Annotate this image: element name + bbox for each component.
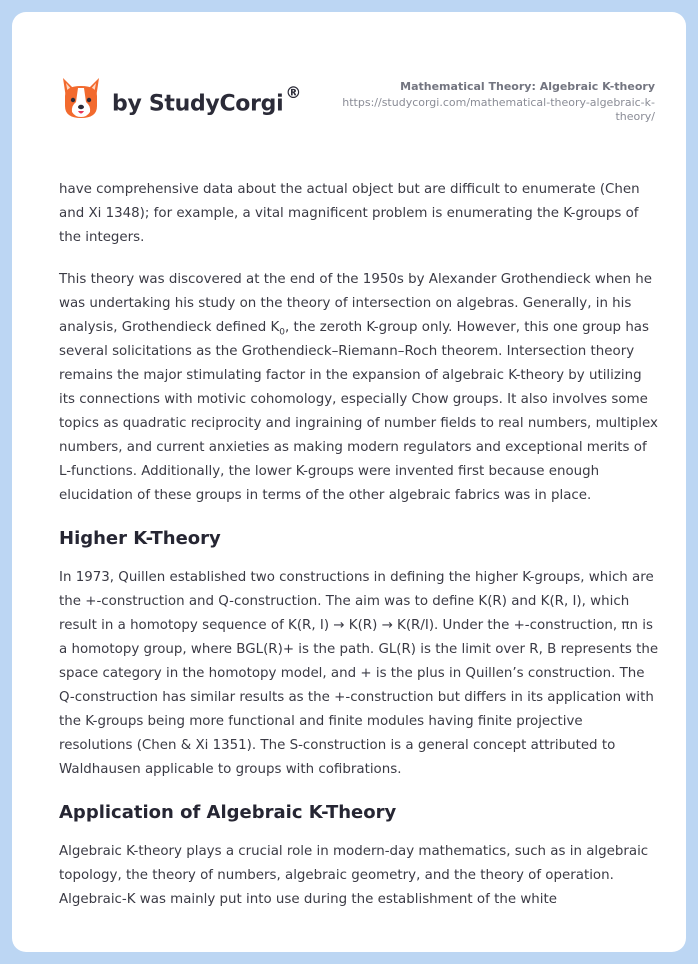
corgi-icon [60, 76, 102, 120]
studycorgi-logo[interactable] [60, 76, 301, 120]
document-meta [325, 79, 655, 124]
subscript: 0 [279, 327, 285, 338]
paragraph: have comprehensive data about the actual object but are difficult to enumerate (Chen and Xi 1348); for example, a vital magnificent problem is enumerating the K-groups of the integers. [59, 182, 640, 245]
section-heading: Higher K-Theory [59, 528, 221, 549]
document-title: Mathematical Theory: Algebraic K-theory [400, 80, 655, 93]
page-header [12, 12, 686, 162]
paragraph: Algebraic K-theory plays a crucial role in modern-day mathematics, such as in algebraic topology, the theory of numbers, algebraic geometry, and the theory of operation. Algebraic-K was mainly put into use during the establishment of the white [59, 844, 649, 907]
document-body [59, 178, 659, 930]
section-heading: Application of Algebraic K-Theory [59, 802, 397, 823]
brand-name: by StudyCorgi ® [112, 83, 302, 117]
paragraph: In 1973, Quillen established two constructions in defining the higher K-groups, which are the +-construction and Q-construction. The aim was to define K(R) and K(R, I), which result in a homotopy sequence of K(R, I) → K(R) → K(R/I). Under the +-construction, πn is a homotopy group, where BGL(R)+ is the path. GL(R) is the limit over R, B represents the space category in the homotopy model, and + is the plus in Quillen’s construction. The Q-construction has similar results as the +-construction but differs in its application with the K-groups being more functional and finite modules having finite projective resolutions (Chen & Xi 1351). The S-construction is a general concept attributed to Waldhausen applicable to groups with cofibrations. [59, 570, 659, 777]
document-url[interactable]: https://studycorgi.com/mathematical-theory-algebraic-k-theory/ [342, 96, 655, 123]
registered-mark: ® [285, 83, 302, 103]
paragraph: This theory was discovered at the end of the 1950s by Alexander Grothendieck when he was undertaking his study on the theory of intersection on algebras. Generally, in his analysis, Grothendieck defined $K_0$, the zeroth K-group only. However, this one group has several solicitations as the Grothendieck–Riemann–Roch theorem. Intersection theory remains the major stimulating factor in the expansion of algebraic K-theory by utilizing its connections with motivic cohomology, especially Chow groups. It also involves some topics as quadratic reciprocity and ingraining of number fields to real numbers, multiplex numbers, and current anxieties as making modern regulators and exceptional merits of L-functions. Additionally, the lower K-groups were invented first because enough elucidation of these groups in terms of the other algebraic fabrics was in place. [59, 272, 658, 503]
document-page [12, 12, 686, 952]
